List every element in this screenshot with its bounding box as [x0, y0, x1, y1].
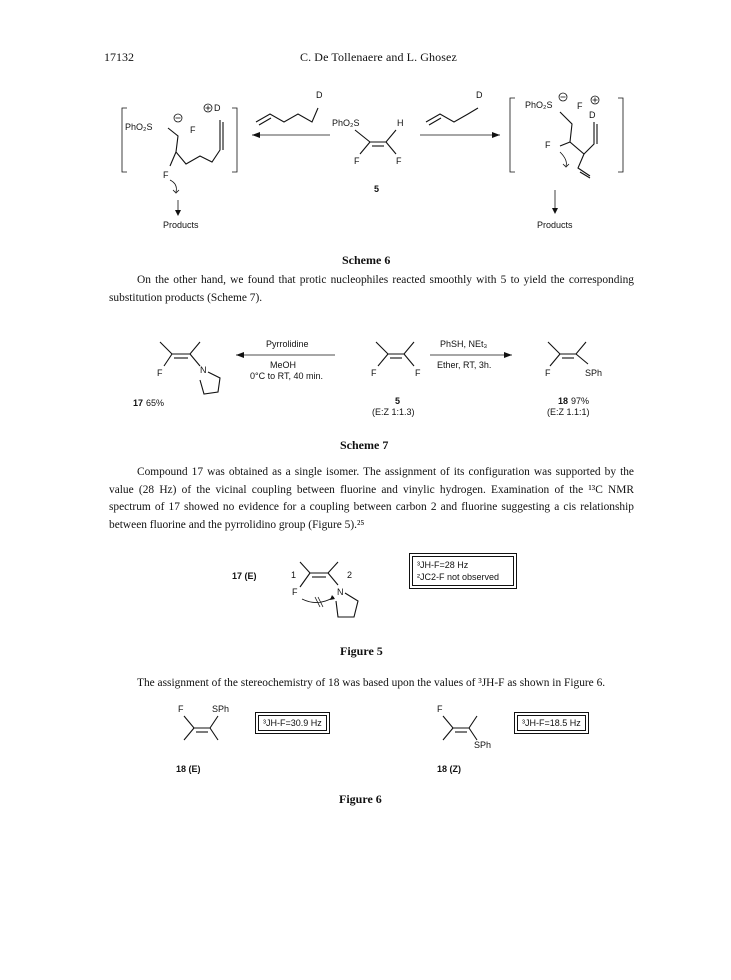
- c17-yield: 65%: [146, 398, 165, 408]
- c18-ratio: (E:Z 1.1:1): [547, 407, 590, 417]
- running-head: C. De Tollenaere and L. Ghosez: [300, 50, 457, 64]
- c5-F1: F: [354, 156, 360, 166]
- c18-F: F: [545, 368, 551, 378]
- s7c5-F2: F: [415, 368, 421, 378]
- compound-5-scheme7: [371, 342, 421, 417]
- fig5-box-line1: ³JH-F=28 Hz: [417, 560, 469, 570]
- figure-5-graphic: [0, 545, 731, 645]
- c5-H: H: [397, 118, 404, 128]
- scheme7-reagent-right-bottom: Ether, RT, 3h.: [437, 360, 492, 370]
- fig6-right-SPh: SPh: [474, 740, 492, 750]
- fig6-left-F: F: [178, 704, 184, 714]
- scheme7-reagent-right-top: PhSH, NEt₃: [440, 339, 488, 349]
- s7c5-number: 5: [395, 396, 401, 406]
- fig6-right-F: F: [437, 704, 443, 714]
- scheme7-reagent-left-b2: 0°C to RT, 40 min.: [250, 371, 323, 381]
- c17-F: F: [157, 368, 163, 378]
- left-intermediate: [122, 103, 237, 193]
- right-intermediate: [510, 93, 623, 178]
- scheme7-reagent-left-top: Pyrrolidine: [266, 339, 309, 349]
- figure-5-coupling-box: [412, 556, 514, 586]
- compound-17: [133, 342, 220, 408]
- figure-5-caption: Figure 5: [340, 644, 383, 658]
- paragraph-2: Compound 17 was obtained as a single isomer. The assignment of its configuration was supported by the value (28 Hz) of the vicinal coupling between fluorine and vinylic hydrogen. Examination of the ¹³C NMR spectrum of 17 showed no evidence for a coupling between carbon 2 and fluorine suggesting a cis relationship between fluorine and the pyrrolidino group (Figure 5).²⁵: [109, 466, 634, 531]
- figure-6-caption: Figure 6: [339, 792, 382, 806]
- fig6-right-compound: 18 (Z): [437, 764, 462, 774]
- figure-6-left-box: ³JH-F=30.9 Hz: [258, 715, 327, 731]
- scheme-7-graphic: [0, 320, 731, 440]
- fig5-box-line2: ²JC2-F not observed: [417, 572, 500, 582]
- diene-left-D: D: [316, 90, 323, 100]
- left-F1: F: [190, 125, 196, 135]
- s7c5-ratio: (E:Z 1:1.3): [372, 407, 415, 417]
- scheme-6-graphic: [0, 80, 731, 240]
- fig5-atom2: 2: [347, 570, 353, 580]
- c18-yield: 97%: [571, 396, 590, 406]
- figure-6-right-box: ³JH-F=18.5 Hz: [517, 715, 586, 731]
- fig5-N: N: [337, 587, 344, 597]
- fig6-left-SPh: SPh: [212, 704, 230, 714]
- left-F2: F: [163, 170, 169, 180]
- c18-SPh: SPh: [585, 368, 603, 378]
- compound-5-center: [332, 118, 404, 194]
- scheme7-reagent-left-b1: MeOH: [270, 360, 297, 370]
- fig5-compound: 17 (E): [232, 571, 257, 581]
- c5-pho2s: PhO₂S: [332, 118, 360, 128]
- paragraph-3: The assignment of the stereochemistry of 18 was based upon the values of ³JH-F as shown in Figure 6.: [137, 677, 606, 689]
- left-D: D: [214, 103, 221, 113]
- diene-right-D: D: [476, 90, 483, 100]
- right-pho2s: PhO₂S: [525, 100, 553, 110]
- products-right: Products: [537, 220, 573, 230]
- right-F2: F: [545, 140, 551, 150]
- scheme-6-caption: Scheme 6: [342, 253, 391, 267]
- compound-18: [545, 342, 602, 417]
- fig5-atom1: 1: [291, 570, 297, 580]
- products-left: Products: [163, 220, 199, 230]
- c18-number: 18: [558, 396, 569, 406]
- c5-F2: F: [396, 156, 402, 166]
- paragraph-1: On the other hand, we found that protic nucleophiles reacted smoothly with 5 to yield the corresponding substitution products (Scheme 7).: [109, 274, 634, 304]
- page-number: 17132: [104, 50, 134, 64]
- left-pho2s: PhO₂S: [125, 122, 153, 132]
- s7c5-F1: F: [371, 368, 377, 378]
- fig5-F: F: [292, 587, 298, 597]
- c17-N: N: [200, 365, 207, 375]
- figure-6-graphic: [0, 700, 731, 780]
- right-D: D: [589, 110, 596, 120]
- right-F1: F: [577, 101, 583, 111]
- scheme-7-caption: Scheme 7: [340, 438, 389, 452]
- fig6-left-compound: 18 (E): [176, 764, 201, 774]
- c5-number: 5: [374, 184, 380, 194]
- c17-number: 17: [133, 398, 144, 408]
